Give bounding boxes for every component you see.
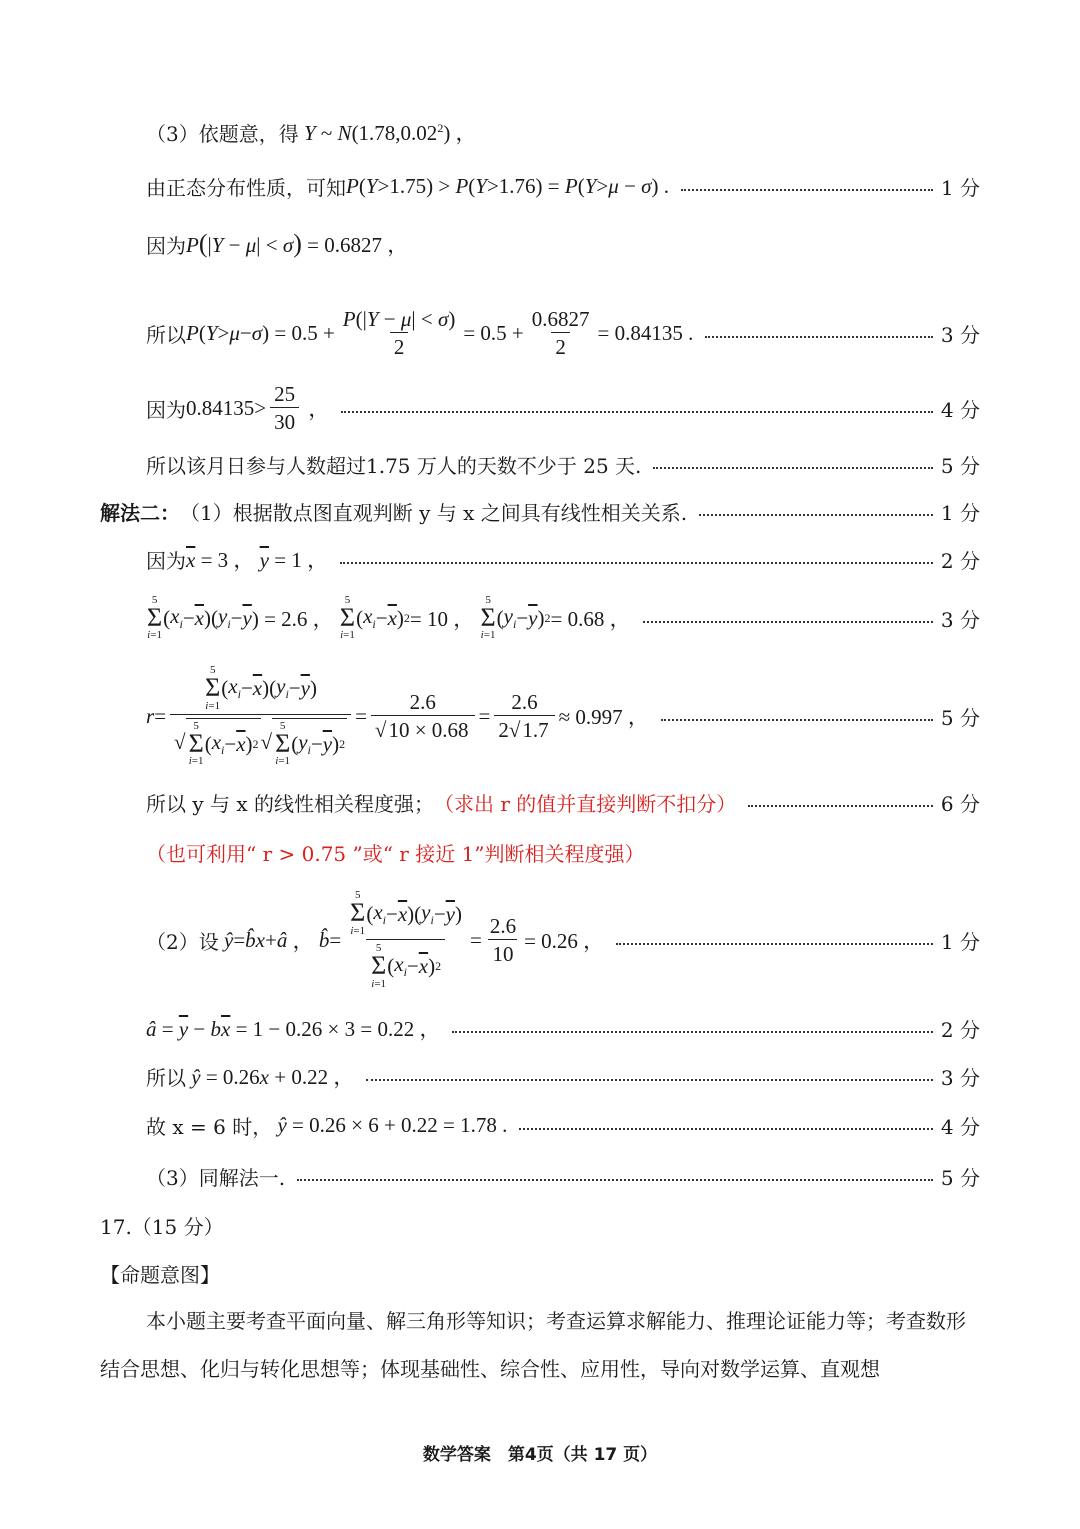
- dot-leader: [681, 189, 933, 191]
- line-8-text: 因为: [146, 548, 186, 573]
- score-label: 6 分: [940, 791, 980, 816]
- line-13-text: （2）设: [146, 929, 219, 954]
- dot-leader: [297, 1179, 933, 1181]
- dot-leader: [653, 467, 932, 469]
- line-13: [0, 884, 1080, 996]
- section-heading: 【命题意图】: [100, 1262, 220, 1287]
- line-4: [0, 305, 1080, 361]
- line-15: [0, 1056, 1080, 1096]
- dot-leader: [340, 562, 933, 564]
- line-1: [0, 112, 1080, 152]
- score-label: 3 分: [940, 1065, 980, 1090]
- formula-regression-b: ŷ = b̂x + â ， b̂ = 5 Σ i=1 ( $x_i$ − $\overline{x}$ )( $y_i$ − $\overline{y}$ ) 5 Σ i=1 ( $x_i$ − $\overline{x}$ ) 2 = $\frac{2.6}{10}$ = 0.26 ，: [223, 889, 605, 990]
- red-alternative-note: （也可利用“ r > 0.75 ”或“ r 接近 1”判断相关程度强）: [146, 841, 645, 866]
- line-16-text: 故 x = 6 时，: [146, 1114, 273, 1139]
- formula-regression-eq: ŷ = 0.26x + 0.22 ，: [191, 1065, 355, 1089]
- formula-regression-a: â = $\overline{y} - b\overline{x} = 1 - 0.26 \times 3 = 0.22$ ，: [146, 1017, 441, 1041]
- score-label: 2 分: [940, 1017, 980, 1042]
- line-3: [0, 224, 1080, 264]
- line-18: [0, 1205, 1080, 1245]
- line-17-text: （3）同解法一.: [146, 1165, 286, 1190]
- line-2-text: 由正态分布性质，可知: [146, 175, 346, 200]
- line-5-text: 因为: [146, 397, 186, 422]
- dot-leader: [519, 1128, 933, 1130]
- method-two-label: 解法二：: [100, 500, 180, 525]
- score-label: 1 分: [940, 929, 980, 954]
- score-label: 5 分: [940, 453, 980, 478]
- question-number: 17.（15 分）: [100, 1214, 224, 1239]
- line-2: [0, 166, 1080, 206]
- dot-leader: [616, 943, 933, 945]
- formula-prediction: ŷ = 0.26 × 6 + 0.22 = 1.78 .: [277, 1112, 508, 1137]
- line-9: [0, 590, 1080, 646]
- line-10: [0, 656, 1080, 776]
- dot-leader: [452, 1031, 932, 1033]
- page-footer: 数学答案 第4页（共 17 页）: [422, 1445, 658, 1465]
- formula-correlation: r = 5 Σ i=1 ( $x_i$ − $\overline{x}$ )( $y_i$ − $\overline{y}$ ) √ 5 Σ i=1 ( $x_i$ − $\overline{x}$ ) 2 √ 5 Σ i=1 ( $y_i$ − $\overline{y}$ ) 2 = $\frac{2.6}{√10 \times 0.68}$ = $\frac{2.6}{2√1.7}$ ≈ 0.997 ，: [146, 663, 649, 768]
- score-label: 4 分: [940, 397, 980, 422]
- score-label: 3 分: [940, 607, 980, 632]
- score-label: 5 分: [940, 1165, 980, 1190]
- formula-prob-sigma: P(|Y − μ| < σ) = 0.6827 ，: [186, 229, 409, 258]
- dot-leader: [366, 1079, 933, 1081]
- formula-prob-result: P ( Y > μ − σ ) = 0.5 + $\frac{P(|Y - \mu| < \sigma)}{2}$ = 0.5 + $\frac{0.6827}{2}$ = 0.84135 .: [186, 306, 694, 359]
- line-4-text: 所以: [146, 322, 186, 347]
- line-16: [0, 1105, 1080, 1145]
- line-7: [0, 491, 1080, 531]
- score-label: 1 分: [940, 175, 980, 200]
- line-17: [0, 1156, 1080, 1196]
- line-15-text: 所以: [146, 1065, 186, 1090]
- dot-leader: [661, 719, 933, 721]
- line-11: [0, 782, 1080, 822]
- line-19: [0, 1253, 1080, 1293]
- line-11-text: 所以 y 与 x 的线性相关程度强；: [146, 791, 435, 816]
- line-8: [0, 539, 1080, 579]
- intent-paragraph: 本小题主要考查平面向量、解三角形等知识；考查运算求解能力、推理论证能力等；考查数形结合思想、化归与转化思想等；体现基础性、综合性、应用性，导向对数学运算、直观想: [100, 1309, 966, 1381]
- score-label: 3 分: [940, 322, 980, 347]
- formula-compare-frac: 0.84135> $\frac{25}{30}$ ，: [186, 381, 330, 434]
- formula-sums: 5 Σ i=1 ( $x_i$ − $\overline{x}$ )( $y_i$ − $\overline{y}$ ) = 2.6 ， 5 Σ i=1 ( $x_i$ − $\overline{x}$ ) 2 = 10 ， 5 Σ i=1 ( $y_i$ − $\overline{y}$ ) 2 = 0.68 ，: [147, 593, 631, 642]
- dot-leader: [748, 805, 933, 807]
- dot-leader: [699, 514, 933, 516]
- dot-leader: [705, 336, 933, 338]
- line-14: [0, 1008, 1080, 1048]
- dot-leader: [643, 621, 933, 623]
- score-label: 5 分: [940, 705, 980, 730]
- line-12: [0, 832, 1080, 872]
- red-note: （求出 r 的值并直接判断不扣分）: [434, 791, 737, 816]
- line-7-text: （1）根据散点图直观判断 y 与 x 之间具有线性相关关系.: [180, 500, 688, 525]
- score-label: 1 分: [940, 500, 980, 525]
- line-6: [0, 444, 1080, 484]
- formula-normal-dist: Y ~ N(1.78,0.02$^2$) ，: [303, 121, 477, 145]
- score-label: 4 分: [940, 1114, 980, 1139]
- dot-leader: [341, 411, 933, 413]
- line-1-text: （3）依题意，得: [146, 121, 299, 146]
- line-3-text: 因为: [146, 233, 186, 258]
- formula-prob-compare: P(Y>1.75) > P(Y>1.76) = P(Y>μ − σ) .: [346, 173, 670, 198]
- line-6-text: 所以该月日参与人数超过1.75 万人的天数不少于 25 天.: [146, 453, 642, 478]
- line-5: [0, 383, 1080, 433]
- formula-means: $\overline{x} = 3$ ， $\overline{y} = 1$ ，: [186, 548, 329, 572]
- score-label: 2 分: [940, 548, 980, 573]
